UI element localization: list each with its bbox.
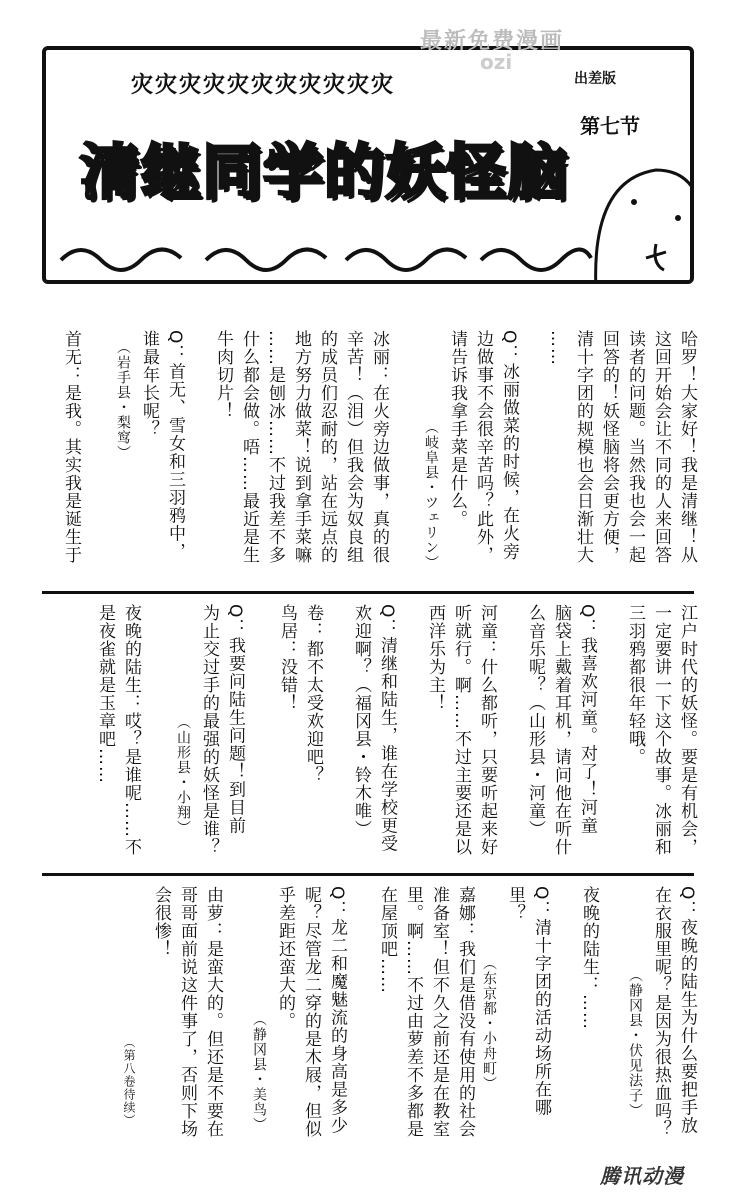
question-source: （静冈县・美鸟） [251,1012,267,1132]
title-decoration: 灾灾灾灾灾灾灾灾灾灾灾 [131,73,396,98]
question-line: 欢迎啊？（福冈县・铃木唯） [351,604,371,838]
edition-label: 出差版 [574,71,616,87]
watermark-bottom: 腾讯动漫 [600,1164,684,1188]
mascot-drawing [586,140,694,284]
watermark-site: ozi [480,50,513,74]
answer-line: 哥哥面前说这件事了，否则下场 [177,886,197,1138]
snake-decoration [56,230,596,280]
question-line: 里？ [505,886,525,922]
intro-line: …… [547,330,567,366]
answer-line: 卷：都不太受欢迎吧？ [303,604,323,784]
question-line: 么音乐呢？（山形县・河童） [525,604,545,838]
answer-line: 会很惨！ [151,886,171,958]
intro-line: 这回开始会让不同的人来回答 [651,330,671,564]
question-line: Q：清十字团的活动场所在哪 [531,886,551,1117]
answer-line: 准备室！但不久之前还是在教室 [429,886,449,1138]
answer-line: ……是刨冰……不过我差不多 [265,330,285,564]
answer-line: 夜晚的陆生：哎？是谁呢……不 [121,604,141,856]
question-line: Q：龙二和魔魅流的身高是多少 [327,886,347,1135]
intro-line: 回答的！妖怪脑将会更方便， [599,330,619,564]
text-line: 一定要讲一下这个故事。冰丽和 [651,604,671,856]
answer-line: 辛苦！（泪）但我会为奴良组 [343,330,363,564]
answer-line: 的成员们忍耐的，站在远点的 [317,330,337,564]
question-line: 谁最年长呢？ [139,330,159,438]
question-source: （岐阜县・ツェリン） [423,420,439,570]
answer-line: 听就行。啊……不过主要还是以 [451,604,471,856]
question-line: 乎差距还蛮大的。 [275,886,295,1030]
answer-line: 冰丽：在火旁边做事，真的很 [369,330,389,564]
intro-line: 清十字团的规模也会日渐壮大 [573,330,593,564]
question-line: 为止交过手的最强的妖怪是谁？ [199,604,219,856]
answer-line: 嘉娜：我们是借没有使用的社会 [455,886,475,1138]
page-title: 清继同学的妖怪脑 [80,138,568,208]
answer-line: 首无：是我。其实我是诞生于 [61,330,81,564]
question-source: （山形县・小翔） [175,715,191,835]
answer-line: 由萝：是蛮大的。但还是不要在 [203,886,223,1138]
answer-line: 夜晚的陆生：…… [579,886,599,1030]
question-line: 呢？尽管龙二穿的是木屐，但似 [301,886,321,1138]
title-panel [42,46,694,284]
question-line: 请告诉我拿手菜是什么。 [447,330,467,528]
answer-line: 鸟居：没错！ [277,604,297,712]
text-line: 三羽鸦都很年轻哦。 [625,604,645,766]
question-line: Q：冰丽做菜的时候，在火旁 [499,330,519,561]
question-line: 边做事不会很辛苦吗？此外， [473,330,493,564]
section-divider [42,873,694,876]
watermark-top: 最新免费漫画 [420,29,565,54]
question-source: （东京都・小舟町） [481,956,497,1091]
question-line: Q：首无、雪女和三羽鸦中， [165,330,185,561]
answer-line: 里。啊……不过由萝差不多都是 [403,886,423,1138]
answer-line: 地方努力做菜！说到拿手菜嘛 [291,330,311,564]
answer-line: 在屋顶吧…… [377,886,397,994]
chapter-label: 第七节 [580,114,640,138]
question-line: 脑袋上戴着耳机，请问他在听什 [551,604,571,856]
text-line: 江户时代的妖怪。要是有机会， [677,604,697,856]
answer-line: 是夜雀就是玉章吧…… [95,604,115,784]
continuation-note: （第八卷待续） [122,1036,136,1127]
intro-line: 读者的问题。当然我也会一起 [625,330,645,564]
answer-line: 西洋乐为主！ [425,604,445,712]
question-line: Q：我喜欢河童。对了！河童 [577,604,597,835]
question-source: （岩手县・梨窎） [115,340,131,460]
question-line: Q：夜晚的陆生为什么要把手放 [677,886,697,1135]
answer-line: 牛肉切片！ [213,330,233,420]
question-line: Q：清继和陆生，谁在学校更受 [377,604,397,853]
question-source: （静冈县・伏见法子） [627,968,643,1118]
answer-line: 什么都会做。唔……最近是生 [239,330,259,564]
answer-line: 河童：什么都听，只要听起来好 [477,604,497,856]
intro-line: 哈罗！大家好！我是清继！从 [677,330,697,564]
question-line: 在衣服里呢？是因为很热血吗？ [651,886,671,1138]
question-line: Q：我要问陆生问题！到目前 [225,604,245,835]
section-divider [42,591,694,594]
